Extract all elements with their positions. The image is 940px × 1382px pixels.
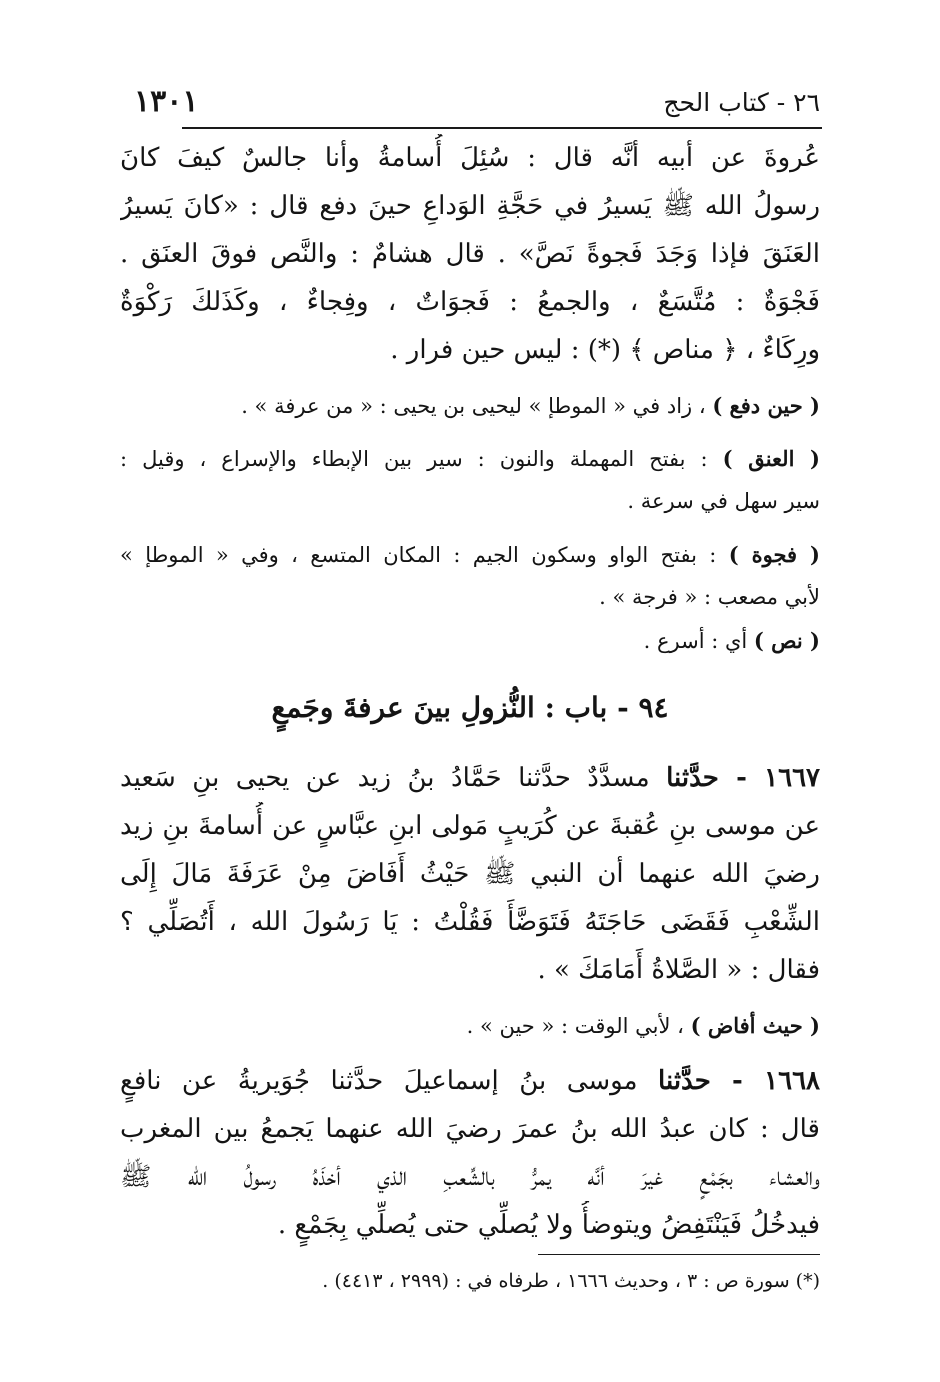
page-number: ١٣٠١ [134, 84, 199, 119]
text-line: الشِّعْبِ فَقَضَى حَاجَتَهُ فَتَوَضَّأَ فَقُلْتُ : يَا رَسُولَ الله ، أَتُصَلِّي ؟ [120, 907, 820, 937]
text-line: قال : كان عبدُ الله بنُ عمرَ رضيَ الله عنهما يَجمعُ بين المغرب [120, 1114, 820, 1144]
note-line [120, 1004, 820, 1047]
text-line: فَجْوَةٌ : مُتَّسَعٌ ، والجمعُ : فَجوَاتٌ ، وفِجاءٌ ، وكَذَلكَ رَكْوَةٌ [120, 287, 820, 317]
hadith-1668 [120, 1057, 820, 1249]
text-line: فقال : « الصَّلاةُ أَمَامَكَ » . [537, 955, 820, 985]
note-term: ( نص ) [753, 628, 820, 653]
note-line: سير سهل في سرعة . [627, 489, 820, 513]
text-line: ورِكَاءٌ ، ﴿ مناص ﴾ (*) : ليس حين فرار . [390, 335, 820, 365]
text-line: رسولُ الله ﷺ يَسيرُ في حَجَّةِ الوَداعِ حينَ دفع قال : «كانَ يَسيرُ [120, 191, 820, 221]
chapter-title: ٢٦ - كتاب الحج [663, 88, 820, 117]
note-text: ، لأبي الوقت : « حين » . [466, 1014, 691, 1038]
note-text: : بفتح المهملة والنون : سير بين الإبطاء والإسراع ، وقيل : [120, 447, 723, 471]
text-line: رضيَ الله عنهما أن النبي ﷺ حَيْثُ أَفَاضَ مِنْ عَرَفَةَ مَالَ إِلَى [120, 859, 820, 889]
note-text: : بفتح الواو وسكون الجيم : المكان المتسع ، وفي « الموطإ » [120, 543, 729, 567]
text-line: فيدخُلُ فَيَنْتَفِضُ ويتوضأُ ولا يُصلِّي حتى يُصلِّي بِجَمْعٍ . [277, 1210, 820, 1240]
note-line: لأبي مصعب : « فرجة » . [599, 585, 820, 609]
note-term: ( حين دفع ) [712, 393, 820, 418]
hadith-number: ١٦٦٧ - حدَّثنا [666, 763, 820, 793]
page-body [120, 134, 820, 1249]
footnote: (*) سورة ص : ٣ ، وحديث ١٦٦٦ ، طرفاه في : (٢٩٩٩ ، ٤٤١٣) . [322, 1270, 820, 1292]
page-header [120, 82, 820, 126]
note-term: ( حيث أفاض ) [690, 1013, 820, 1038]
chapter-heading: ٩٤ - باب : النُّزولِ بينَ عرفةَ وجَمعٍ [271, 691, 669, 724]
header-rule [182, 127, 822, 129]
text-line: ١٦٦٧ - حدَّثنا مسدَّدٌ حدَّثنا حَمَّادُ بنُ زيد عن يحيى بنِ سَعيد [120, 763, 820, 793]
commentary-paragraph [120, 134, 820, 374]
text-line: والعشاء بجَمْعٍ غيرَ أنَّه يمرُّ بالشِّعبِ الذي أخذَهُ رسولُ الله ﷺ [120, 1162, 820, 1192]
note-text: أي : أسرع . [643, 629, 754, 653]
note-term: ( فجوة ) [728, 542, 820, 567]
note-term: ( العنق ) [722, 446, 820, 471]
hadith-1667 [120, 754, 820, 994]
text-line: عُروةَ عن أبيه أنَّه قال : سُئِلَ أُسامةُ وأنا جالسٌ كيفَ كانَ [120, 143, 820, 173]
text-line: عن موسى بنِ عُقبةَ عن كُرَيبٍ مَولى ابنِ عبَّاسٍ عن أُسامةَ بنِ زيد [120, 811, 820, 841]
note-text: ، زاد في « الموطإ » ليحيى بن يحيى : « من عرفة » . [241, 394, 713, 418]
text-line: العَنَقَ فإذا وَجَدَ فَجوةً نَصَّ» . قال هشامٌ : والنَّص فوقَ العنَق . [120, 239, 820, 269]
footnote-rule [538, 1254, 820, 1255]
note-line [120, 384, 820, 427]
hadith-number: ١٦٦٨ - حدَّثنا [658, 1066, 820, 1096]
note-line [120, 437, 820, 480]
text-line: ١٦٦٨ - حدَّثنا موسى بنُ إسماعيلَ حدَّثنا جُوَيريةُ عن نافعٍ [120, 1066, 820, 1096]
note-line [120, 619, 820, 662]
note-line [120, 533, 820, 576]
